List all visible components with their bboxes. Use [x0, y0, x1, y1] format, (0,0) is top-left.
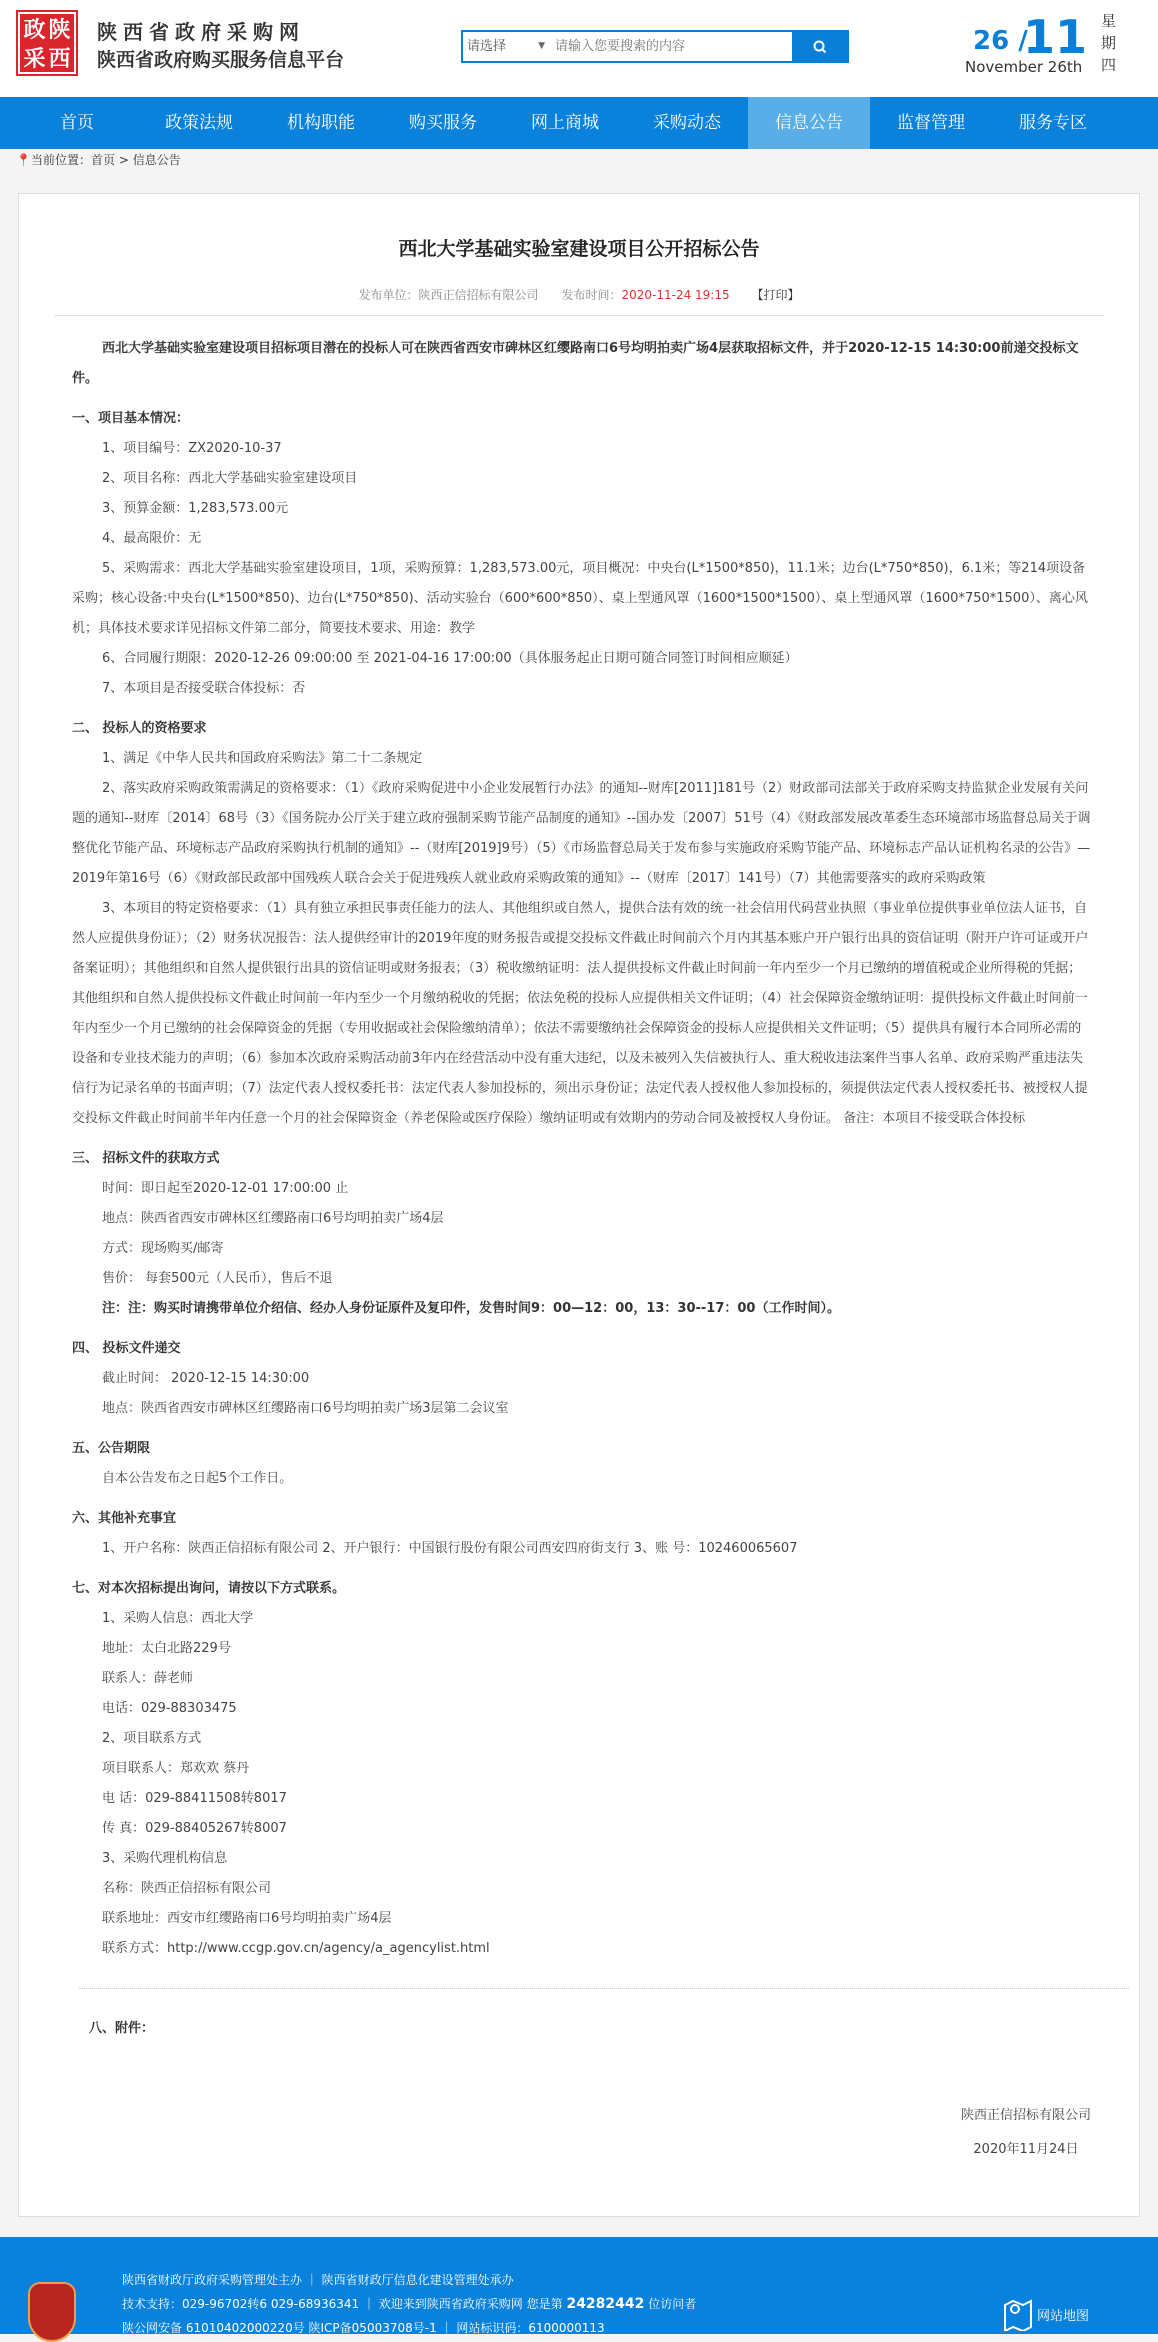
section-paragraph: 3、本项目的特定资格要求：（1）具有独立承担民事责任能力的法人、其他组织或自然人，提供合法有效的统一社会信用代码营业执照（事业单位提供事业单位法人证书，自然人应提供身份证）；（2）财务状况报告：法人提供经审计的2019年度的财务报告或提交投标文件截止时间前六个月内其基本账户开户银行出具的资信证明（附开户许可证或开户备案证明）；其他组织和自然人提供银行出具的资信证明或财务报表；（3）税收缴纳证明：法人提供投标文件截止时间前一年内至少一个月已缴纳的增值税或企业所得税的凭据；其他组织和自然人提供投标文件截止时间前一年内至少一个月缴纳税收的凭据；依法免税的投标人应提供相关文件证明；（4）社会保障资金缴纳证明：提供投标文件截止时间前一年内至少一个月已缴纳的社会保障资金的凭据（专用收据或社会保险缴纳清单）；依法不需要缴纳社会保障资金的投标人应提供相关文件证明；（5）提供具有履行本合同所必需的设备和专业技术能力的声明；（6）参加本次政府采购活动前3年内在经营活动中没有重大违纪，以及未被列入失信被执行人、重大税收违法案件当事人名单、政府采购严重违法失信行为记录名单的书面声明；（7）法定代表人授权委托书：法定代表人参加投标的，须出示身份证；法定代表人授权他人参加投标的，须提供法定代表人授权委托书、被授权人提交投标文件截止时间前半年内任意一个月的社会保障资金（养老保险或医疗保险）缴纳证明或有效期内的劳动合同及被授权人身份证。 备注：本项目不接受联合体投标 — [72, 901, 1089, 1126]
select-value: 请选择 — [467, 39, 507, 54]
publisher: 陕西正信招标有限公司 — [418, 288, 539, 302]
main-nav — [0, 97, 1158, 149]
section-paragraph: 自本公告发布之日起5个工作日。 — [102, 1471, 293, 1486]
section-paragraph: 电话：029-88303475 — [102, 1701, 237, 1716]
attachments-heading: 八、附件： — [89, 2021, 155, 2036]
section-paragraph: 5、采购需求：西北大学基础实验室建设项目，1项，采购预算：1,283,573.00元，项目概况：中央台(L*1500*850)，11.1米；边台(L*750*850)，6.1米；等214项设备采购；核心设备:中央台(L*1500*850)、边台(L*750*850)、活动实验台（600*600*850）、桌上型通风罩（1600*1500*1500）、桌上型通风罩（1600*750*1500）、离心风机；具体技术要求详见招标文件第二部分，简要技术要求、用途：教学 — [72, 561, 1088, 636]
article-title: 西北大学基础实验室建设项目公开招标公告 — [398, 238, 760, 260]
section-paragraph: 1、采购人信息：西北大学 — [102, 1611, 254, 1626]
date-weekday: 星期四 — [1101, 12, 1117, 74]
location-pin-icon: 📍 — [16, 153, 31, 167]
article-body — [19, 316, 1139, 1964]
logo-char: 政 — [23, 18, 46, 43]
section-paragraph: 地址：太白北路229号 — [102, 1641, 231, 1656]
section-paragraph: 联系地址：西安市红缨路南口6号均明拍卖广场4层 — [102, 1911, 392, 1926]
section-heading: 一、项目基本情况： — [72, 411, 190, 426]
date-month: 11 — [1023, 10, 1088, 64]
section-heading: 三、 招标文件的获取方式 — [72, 1151, 220, 1166]
footer-support-text: 技术支持：029-96702转6 029-68936341 ｜ 欢迎来到陕西省政府采购网 您是第 — [122, 2297, 563, 2311]
section-heading: 五、公告期限 — [72, 1441, 151, 1456]
nav-home[interactable]: 首页 — [60, 113, 94, 133]
publish-time: 2020-11-24 19:15 — [621, 288, 730, 302]
footer-support — [122, 2295, 696, 2312]
section-heading: 二、 投标人的资格要求 — [72, 721, 207, 736]
logo-char: 西 — [48, 47, 71, 72]
breadcrumb-label: 当前位置： — [30, 153, 91, 167]
caret-down-icon: ▼ — [538, 41, 545, 51]
section-paragraph: 电 话：029-88411508转8017 — [102, 1791, 287, 1806]
section-paragraph: 2、落实政府采购政策需满足的资格要求：（1）《政府采购促进中小企业发展暂行办法》的通知--财库[2011]181号（2）财政部司法部关于政府采购支持监狱企业发展有关问题的通知--财库〔2014〕68号（3）《国务院办公厅关于建立政府强制采购节能产品制度的通知》--国办发〔2007〕51号（4）《财政部发展改革委生态环境部市场监督总局关于调整优化节能产品、环境标志产品政府采购执行机制的通知》--（财库[2019]9号）（5）《市场监督总局关于发布参与实施政府采购节能产品、环境标志产品认证机构名录的公告》—2019年第16号（6）《财政部民政部中国残疾人联合会关于促进残疾人就业政府采购政策的通知》--（财库〔2017〕141号）（7）其他需要落实的政府采购政策 — [72, 781, 1091, 886]
site-title-main: 陕西省政府采购网 — [97, 20, 305, 44]
section-paragraph: 联系方式：http://www.ccgp.gov.cn/agency/a_agencylist.html — [102, 1941, 490, 1956]
nav-news[interactable]: 采购动态 — [653, 113, 721, 133]
breadcrumb-current[interactable]: 信息公告 — [132, 153, 181, 167]
search-category-select[interactable] — [463, 32, 551, 61]
section-paragraph: 3、预算金额：1,283,573.00元 — [102, 501, 289, 516]
breadcrumb-home[interactable]: 首页 — [90, 153, 115, 167]
publisher-label: 发布单位： — [358, 288, 419, 302]
nav-policy[interactable]: 政策法规 — [165, 113, 233, 133]
search-input[interactable] — [551, 32, 792, 61]
visitor-count: 24282442 — [566, 2296, 645, 2312]
section-paragraph: 2、项目名称：西北大学基础实验室建设项目 — [102, 471, 358, 486]
site-footer — [0, 2237, 1158, 2334]
signature-company: 陕西正信招标有限公司 — [960, 2108, 1091, 2123]
section-heading: 六、其他补充事宜 — [72, 1511, 177, 1526]
section-paragraph: 1、项目编号：ZX2020-10-37 — [102, 441, 282, 456]
sitemap-link[interactable] — [1003, 2297, 1089, 2331]
article-meta — [54, 286, 1104, 316]
section-paragraph: 售价： 每套500元（人民币），售后不退 — [102, 1271, 333, 1286]
section-paragraph: 地点：陕西省西安市碑林区红缨路南口6号均明拍卖广场4层 — [102, 1211, 444, 1226]
site-title-sub: 陕西省政府购买服务信息平台 — [97, 49, 345, 71]
publish-time-label: 发布时间： — [561, 288, 622, 302]
section-paragraph: 7、本项目是否接受联合体投标：否 — [102, 681, 306, 696]
site-logo[interactable] — [18, 12, 76, 74]
section-paragraph: 1、满足《中华人民共和国政府采购法》第二十二条规定 — [102, 751, 423, 766]
breadcrumb — [0, 149, 1158, 186]
search-icon — [812, 39, 828, 55]
section-paragraph: 2、项目联系方式 — [102, 1731, 202, 1746]
section-paragraph: 联系人：薛老师 — [102, 1671, 194, 1686]
footer-organizer: 陕西省财政厅政府采购管理处主办 ｜ 陕西省财政厅信息化建设管理处承办 — [122, 2273, 514, 2287]
section-heading: 四、 投标文件递交 — [72, 1341, 181, 1356]
section-heading: 七、对本次招标提出询问，请按以下方式联系。 — [72, 1581, 346, 1596]
footer-registration: 陕公网安备 61010402000220号 陕ICP备05003708号-1 ｜ 网站标识码：6100000113 — [122, 2321, 605, 2335]
visitor-suffix: 位访问者 — [648, 2297, 697, 2311]
section-paragraph: 传 真：029-88405267转8007 — [102, 1821, 287, 1836]
section-paragraph: 1、开户名称：陕西正信招标有限公司 2、开户银行：中国银行股份有限公司西安四府街支行 3、账 号：102460065607 — [102, 1541, 798, 1556]
government-emblem-icon — [28, 2282, 76, 2342]
logo-char: 陕 — [48, 18, 71, 43]
section-paragraph: 名称：陕西正信招标有限公司 — [102, 1881, 272, 1896]
section-paragraph: 3、采购代理机构信息 — [102, 1851, 228, 1866]
nav-purchase-services[interactable]: 购买服务 — [409, 113, 477, 133]
signature-date: 2020年11月24日 — [973, 2142, 1079, 2157]
breadcrumb-separator: > — [118, 153, 129, 167]
nav-service-zone[interactable]: 服务专区 — [1019, 113, 1087, 133]
date-day: 26 / — [973, 26, 1028, 56]
section-paragraph: 截止时间： 2020-12-15 14:30:00 — [102, 1371, 310, 1386]
article-card — [18, 193, 1140, 2217]
print-button[interactable]: 【打印】 — [751, 288, 800, 302]
nav-announcements[interactable]: 信息公告 — [748, 97, 870, 149]
nav-online-mall[interactable]: 网上商城 — [531, 113, 599, 133]
section-paragraph: 时间：即日起至2020-12-01 17:00:00 止 — [102, 1181, 349, 1196]
section-paragraph: 地点：陕西省西安市碑林区红缨路南口6号均明拍卖广场3层第二会议室 — [102, 1401, 509, 1416]
map-icon — [1003, 2297, 1033, 2331]
section-paragraph: 6、合同履行期限：2020-12-26 09:00:00 至 2021-04-16 17:00:00（具体服务起止日期可随合同签订时间相应顺延） — [102, 651, 798, 666]
search-button[interactable] — [792, 32, 847, 61]
signature-block — [961, 2099, 1091, 2167]
site-header — [0, 0, 1158, 97]
nav-organization[interactable]: 机构职能 — [287, 113, 355, 133]
article-lead: 西北大学基础实验室建设项目招标项目潜在的投标人可在陕西省西安市碑林区红缨路南口6号均明拍卖广场4层获取招标文件，并于2020-12-15 14:30:00前递交投标文件。 — [72, 341, 1079, 386]
section-note: 注：注：购买时请携带单位介绍信、经办人身份证原件及复印件，发售时间9：00—12：00，13：30--17：00（工作时间）。 — [102, 1301, 840, 1316]
section-paragraph: 方式：现场购买/邮寄 — [102, 1241, 224, 1256]
site-title — [97, 18, 344, 74]
logo-char: 采 — [23, 47, 46, 72]
search-bar — [461, 30, 849, 63]
nav-supervision[interactable]: 监督管理 — [897, 113, 965, 133]
section-paragraph: 项目联系人：郑欢欢 蔡丹 — [102, 1761, 250, 1776]
date-english: November 26th — [965, 58, 1083, 76]
sitemap-label: 网站地图 — [1037, 2308, 1090, 2324]
section-paragraph: 4、最高限价：无 — [102, 531, 202, 546]
